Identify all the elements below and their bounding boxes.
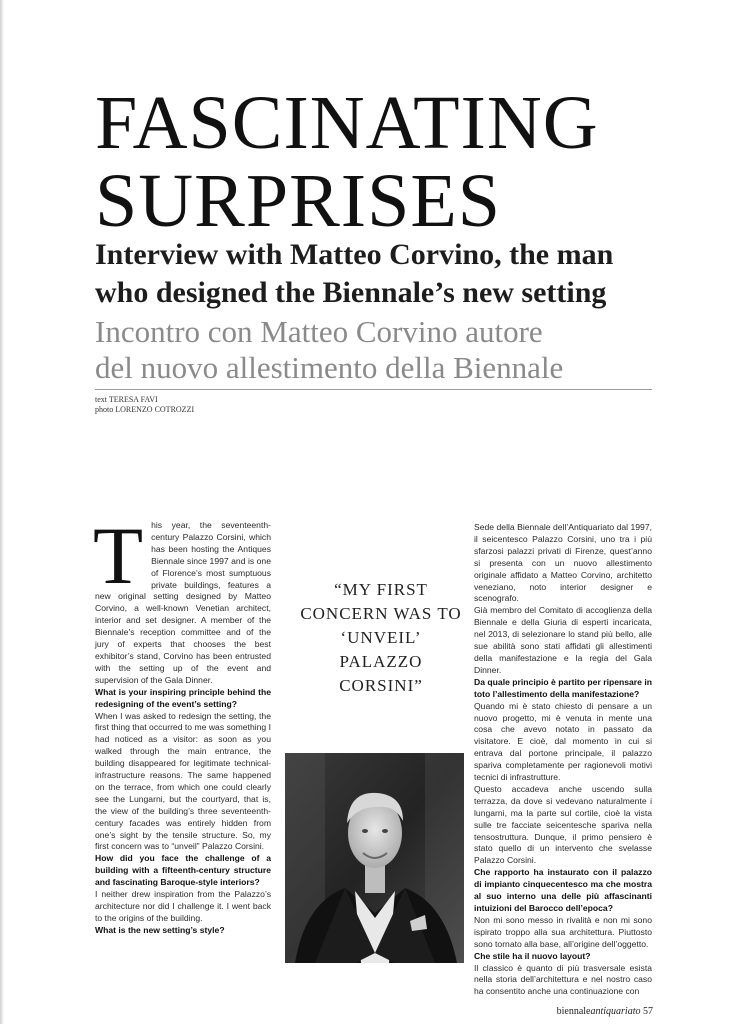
page-number: 57 xyxy=(643,1006,653,1017)
subtitle-en-line-1: Interview with Matteo Corvino, the man xyxy=(95,238,614,271)
text-credit-author: TERESA FAVI xyxy=(108,395,158,404)
subtitle-it-line-2: del nuovo allestimento della Biennale xyxy=(95,350,564,385)
article-title xyxy=(95,81,599,243)
photo-credit-author: LORENZO COTROZZI xyxy=(115,405,195,414)
answer-2-it: Non mi sono messo in rivalità e non mi sono ispirato troppo alla sua architettura. Piuttosto sono tornato alla base, all’origine dell’oggetto. xyxy=(474,914,652,949)
question-1-it: Da quale principio è partito per ripensare in toto l’allestimento della manifestazione? xyxy=(474,676,652,699)
title-line-2: SURPRISES xyxy=(95,159,502,243)
byline xyxy=(95,395,194,415)
italian-paragraph-2: Già membro del Comitato di accoglienza della Biennale e della Giuria di esperti incaricata, nel 2013, di selezionare lo stand più bello, alle sue abilità sono stati affidati gli allestimenti della manifestazione e la regia del Gala Dinner. xyxy=(474,605,652,675)
magazine-name-prefix: biennale xyxy=(556,1006,591,1017)
answer-1-en: When I was asked to redesign the setting, the first thing that occurred to me was something I had noticed as a visitor: as soon as you walked through the main entrance, the building disappeared for legitimate technical-infrastructure reasons. The same happened on the terrace, from which one could clearly see the Lungarni, but the courtyard, that is, the view of the building’s three seventeenth-century facades was entirely hidden from one’s sight by the tensile structure. So, my first concern was to “unveil” Palazzo Corsini. xyxy=(95,710,271,852)
answer-3-it: Il classico è quanto di più trasversale esista nella storia dell’architettura e nel nostro caso ha consentito anche una continuazione con xyxy=(474,962,652,997)
english-column xyxy=(93,510,271,937)
magazine-name-suffix: antiquariato xyxy=(590,1006,641,1017)
question-2-it: Che rapporto ha instaurato con il palazzo di impianto cinquecentesco ma che mostra al suo interno una delle più affascinanti intuizioni del Barocco dell’epoca? xyxy=(474,867,652,913)
intro-paragraph xyxy=(93,510,271,687)
drop-cap: T xyxy=(93,510,144,601)
question-1-en: What is your inspiring principle behind the redesigning of the event’s setting? xyxy=(95,686,271,709)
page-spine-shadow xyxy=(0,0,4,1024)
text-credit-label: text xyxy=(95,395,107,404)
pull-quote: “MY FIRST CONCERN WAS TO ‘UNVEIL’ PALAZZO CORSINI” xyxy=(300,580,462,695)
intro-text: his year, the seventeenth-century Palazzo Corsini, which has been hosting the Antiques Biennale since 1997 and is one of Florence’s most sumptuous private buildings, features a new original setting designed by Matteo Corvino, a well-known Venetian architect, interior and set designer. A member of the Biennale’s reception committee and of the jury of experts that chooses the best exhibitor’s stand, Corvino has been entrusted with the setting up of the event and supervision of the Gala Dinner. xyxy=(95,520,271,685)
italian-paragraph-1: Sede della Biennale dell’Antiquariato dal 1997, il seicentesco Palazzo Corsini, uno tra i più sfarzosi palazzi privati di Firenze, quest’anno si presenta con un nuovo allestimento originale affidato a Matteo Corvino, architetto veneziano, noto interior designer e scenografo. xyxy=(474,522,652,604)
question-3-en: What is the new setting’s style? xyxy=(95,924,225,935)
page-footer xyxy=(557,1006,653,1017)
question-3-it: Che stile ha il nuovo layout? xyxy=(474,950,591,961)
italian-column xyxy=(474,522,652,998)
title-divider xyxy=(95,389,652,390)
text-credit xyxy=(95,395,194,405)
subtitle-italian xyxy=(95,314,655,386)
title-line-1: FASCINATING xyxy=(95,81,599,165)
answer-1-it: Quando mi è stato chiesto di pensare a un nuovo progetto, mi è venuta in mente una cosa che avevo notato in passato da visitatore. E cioè, dal momento in cui si entrava dal portone principale, il palazzo spariva completamente per ragionevoli motivi tecnici di infrastrutture. xyxy=(474,700,652,783)
subtitle-en-line-2: who designed the Biennale’s new setting xyxy=(95,276,607,309)
subtitle-english xyxy=(95,236,655,312)
portrait-photo xyxy=(285,753,464,963)
portrait-illustration xyxy=(285,753,464,963)
subtitle-it-line-1: Incontro con Matteo Corvino autore xyxy=(95,314,543,349)
photo-credit xyxy=(95,405,194,415)
answer-2-en: I neither drew inspiration from the Palazzo’s architecture nor did I challenge it. I went back to the origins of the building. xyxy=(95,889,271,923)
answer-1b-it: Questo accadeva anche uscendo sulla terrazza, da dove si vedevano naturalmente i lungarni, ma la parte sul cortile, cioè la vista sulle tre facciate seicentesche spariva nella tensostruttura. Dunque, il primo pensiero è stato quello di un intervento che svelasse Palazzo Corsini. xyxy=(474,783,652,866)
question-2-en: How did you face the challenge of a building with a fifteenth-century structure and fascinating Baroque-style interiors? xyxy=(95,853,271,888)
photo-credit-label: photo xyxy=(95,405,114,414)
